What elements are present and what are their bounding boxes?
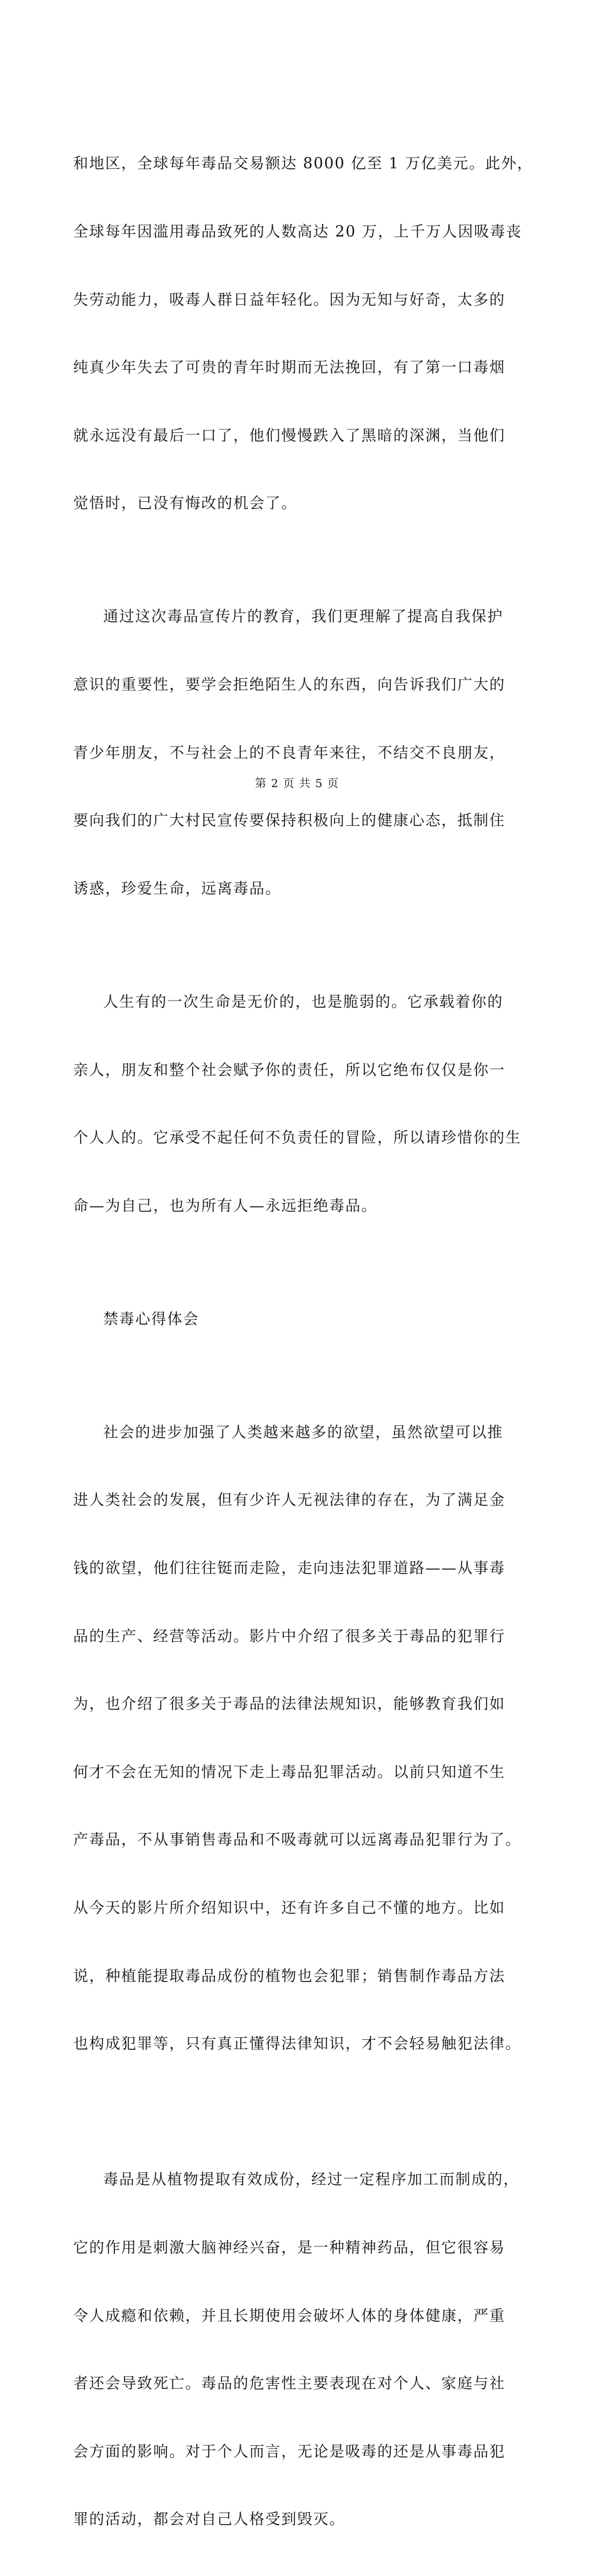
paragraph-line: 何才不会在无知的情况下走上毒品犯罪活动。以前只知道不生 (73, 1763, 506, 1781)
paragraph-line: 为，也介绍了很多关于毒品的法律法规知识，能够教育我们如 (73, 1695, 506, 1713)
paragraph-line: 失劳动能力，吸毒人群日益年轻化。因为无知与好奇，太多的 (73, 290, 506, 308)
paragraph-line: 和地区，全球每年毒品交易额达 8000 亿至 1 万亿美元。此外， (73, 155, 533, 173)
paragraph-line: 意识的重要性，要学会拒绝陌生人的东西，向告诉我们广大的 (73, 676, 506, 694)
paragraph-line: 罪的活动，都会对自己人格受到毁灭。 (73, 2510, 346, 2528)
paragraph-line: 令人成瘾和依赖，并且长期使用会破坏人体的身体健康，严重 (73, 2306, 506, 2324)
paragraph-line: 从今天的影片所介绍知识中，还有许多自己不懂的地方。比如 (73, 1899, 506, 1917)
paragraph-2 (73, 560, 533, 945)
paragraph-line: 全球每年因滥用毒品致死的人数高达 20 万，上千万人因吸毒丧 (73, 223, 522, 241)
page-footer (0, 775, 594, 791)
paragraph-line: 青少年朋友，不与社会上的不良青年来往，不结交不良朋友， (73, 743, 506, 761)
paragraph-line: 社会的进步加强了人类越来越多的欲望，虽然欲望可以推 (103, 1423, 503, 1441)
paragraph-line: 要向我们的广大村民宣传要保持积极向上的健康心态，抵制住 (73, 812, 506, 830)
paragraph-line: 毒品是从植物提取有效成份，经过一定程序加工而制成的， (103, 2171, 520, 2189)
paragraph-line: 通过这次毒品宣传片的教育，我们更理解了提高自我保护 (103, 608, 503, 626)
section-title (73, 1262, 533, 1375)
paragraph-line: 说，种植能提取毒品成份的植物也会犯罪；销售制作毒品方法 (73, 1967, 506, 1985)
paragraph-line: 命—为自己，也为所有人—永远拒绝毒品。 (73, 1196, 378, 1214)
paragraph-line: 亲人，朋友和整个社会赋予你的责任，所以它绝布仅仅是你一 (73, 1061, 506, 1079)
paragraph-line: 也构成犯罪等，只有真正懂得法律知识，才不会轻易触犯法律。 (73, 2035, 521, 2053)
paragraph-line: 进人类社会的发展，但有少许人无视法律的存在，为了满足金 (73, 1491, 506, 1509)
paragraph-line: 钱的欲望，他们往往铤而走险，走向违法犯罪道路——从事毒 (73, 1559, 506, 1577)
paragraph-line: 它的作用是刺激大脑神经兴奋，是一种精神药品，但它很容易 (73, 2238, 506, 2256)
paragraph-line: 个人人的。它承受不起任何不负责任的冒险，所以请珍惜你的生 (73, 1129, 521, 1147)
document-body (73, 107, 533, 2576)
paragraph-line: 会方面的影响。对于个人而言，无论是吸毒的还是从事毒品犯 (73, 2442, 506, 2460)
section-title-text: 禁毒心得体会 (103, 1310, 199, 1328)
paragraph-line: 觉悟时，已没有悔改的机会了。 (73, 494, 298, 512)
paragraph-spacer (73, 2100, 533, 2123)
paragraph-line: 就永远没有最后一口了，他们慢慢跌入了黑暗的深渊，当他们 (73, 426, 506, 444)
paragraph-line: 诱惑，珍爱生命，远离毒品。 (73, 879, 281, 897)
paragraph-line: 者还会导致死亡。毒品的危害性主要表现在对个人、家庭与社 (73, 2375, 506, 2393)
paragraph-line: 纯真少年失去了可贵的青年时期而无法挽回，有了第一口毒烟 (73, 359, 506, 377)
paragraph-3 (73, 945, 533, 1263)
paragraph-5 (73, 2123, 533, 2576)
paragraph-4 (73, 1375, 533, 2100)
paragraph-line: 产毒品，不从事销售毒品和不吸毒就可以远离毒品犯罪行为了。 (73, 1831, 521, 1849)
page-number-label: 第 2 页 共 5 页 (254, 777, 340, 790)
paragraph-line: 品的生产、经营等活动。影片中介绍了很多关于毒品的犯罪行 (73, 1627, 506, 1645)
paragraph-1 (73, 107, 533, 560)
paragraph-line: 人生有的一次生命是无价的，也是脆弱的。它承载着你的 (103, 992, 503, 1011)
